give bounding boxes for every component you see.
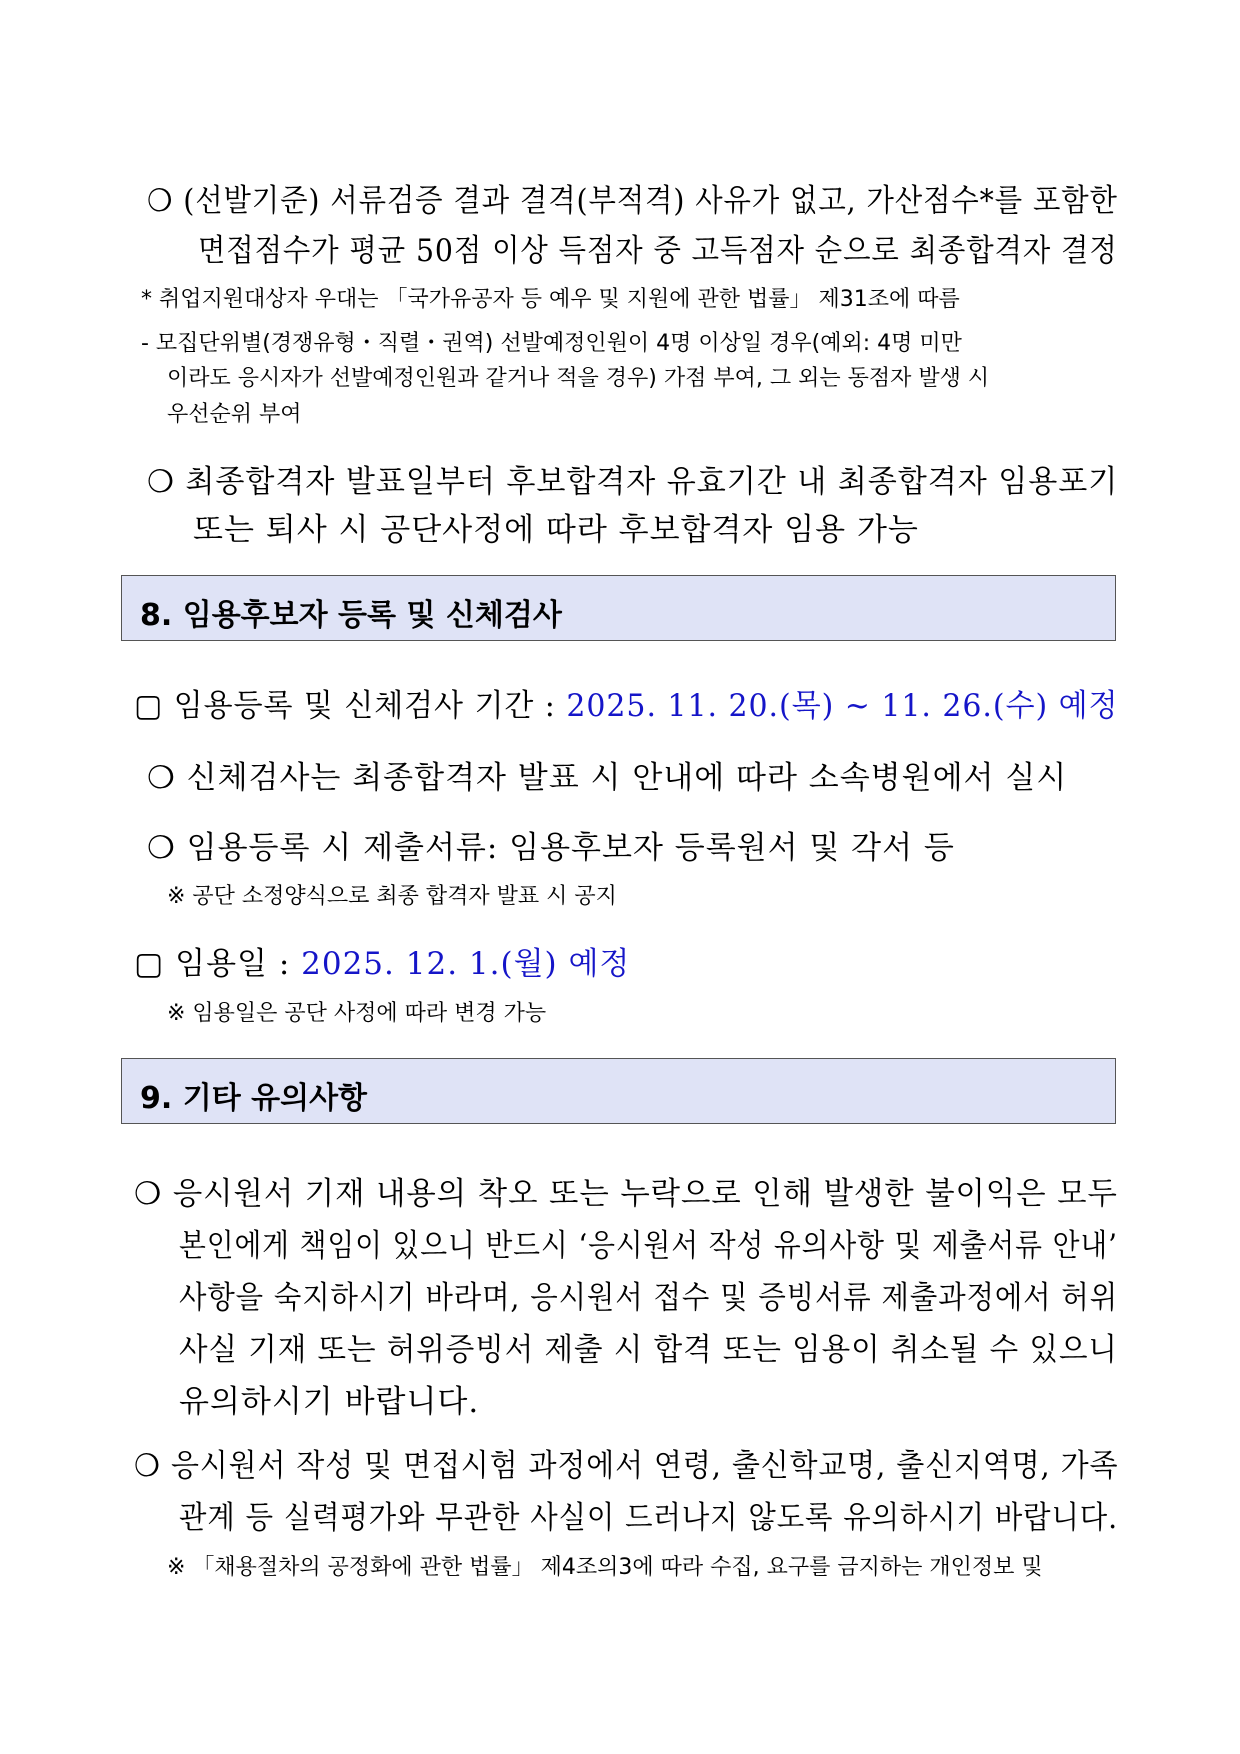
registration-period xyxy=(134,680,1118,725)
section-title-8: 8. 임용후보자 등록 및 신체검사 xyxy=(140,598,562,633)
caution-application-line5: 유의하시기 바랍니다. xyxy=(179,1384,480,1420)
section-header-9 xyxy=(121,1058,1116,1124)
registration-period-label: ▢ 임용등록 및 신체검사 기간 : xyxy=(134,688,567,724)
section-title-9: 9. 기타 유의사항 xyxy=(140,1081,368,1116)
section-header-8 xyxy=(121,575,1116,641)
appointment-date xyxy=(134,938,630,983)
medical-exam-info: ❍ 신체검사는 최종합격자 발표 시 안내에 따라 소속병원에서 실시 xyxy=(147,760,1068,796)
caution-application-line3: 사항을 숙지하시기 바라며, 응시원서 접수 및 증빙서류 제출과정에서 허위 xyxy=(179,1280,1119,1316)
caution-application-line4: 사실 기재 또는 허위증빙서 제출 시 합격 또는 임용이 취소될 수 있으니 xyxy=(179,1332,1118,1368)
appointment-date-note: ※ 임용일은 공단 사정에 따라 변경 가능 xyxy=(167,1001,547,1026)
note-tiebreak-line2: 이라도 응시자가 선발예정인원과 같거나 적을 경우) 가점 부여, 그 외는 동점자 발생 시 xyxy=(167,366,990,391)
note-tiebreak-line3: 우선순위 부여 xyxy=(167,402,302,427)
registration-period-value: 2025. 11. 20.(목) ~ 11. 26.(수) 예정 xyxy=(566,688,1119,724)
appointment-date-value: 2025. 12. 1.(월) 예정 xyxy=(301,946,631,982)
caution-blind-hiring-line2: 관계 등 실력평가와 무관한 사실이 드러나지 않도록 유의하시기 바랍니다. xyxy=(179,1500,1119,1536)
reserve-candidates-line1: ❍ 최종합격자 발표일부터 후보합격자 유효기간 내 최종합격자 임용포기 xyxy=(147,464,1119,500)
selection-criteria-line2: 면접점수가 평균 50점 이상 득점자 중 고득점자 순으로 최종합격자 결정 xyxy=(198,233,1118,269)
note-tiebreak-line1: - 모집단위별(경쟁유형・직렬・권역) 선발예정인원이 4명 이상일 경우(예외: 4명 미만 xyxy=(141,331,962,356)
caution-application-line1: ❍ 응시원서 기재 내용의 착오 또는 누락으로 인해 발생한 불이익은 모두 xyxy=(134,1176,1118,1212)
caution-application-line2: 본인에게 책임이 있으니 반드시 ‘응시원서 작성 유의사항 및 제출서류 안내’ xyxy=(179,1228,1118,1264)
appointment-date-label: ▢ 임용일 : xyxy=(134,946,302,982)
caution-blind-hiring-line1: ❍ 응시원서 작성 및 면접시험 과정에서 연령, 출신학교명, 출신지역명, 가족 xyxy=(134,1448,1119,1484)
selection-criteria-line1: ❍ (선발기준) 서류검증 결과 결격(부적격) 사유가 없고, 가산점수*를 포함한 xyxy=(147,183,1118,219)
registration-documents: ❍ 임용등록 시 제출서류: 임용후보자 등록원서 및 각서 등 xyxy=(147,830,955,866)
note-veterans: * 취업지원대상자 우대는 「국가유공자 등 예우 및 지원에 관한 법률」 제31조에 따름 xyxy=(141,287,960,312)
caution-blind-hiring-note: ※ 「채용절차의 공정화에 관한 법률」 제4조의3에 따라 수집, 요구를 금지하는 개인정보 및 xyxy=(167,1555,1043,1580)
reserve-candidates-line2: 또는 퇴사 시 공단사정에 따라 후보합격자 임용 가능 xyxy=(193,512,919,548)
registration-documents-note: ※ 공단 소정양식으로 최종 합격자 발표 시 공지 xyxy=(167,884,617,909)
